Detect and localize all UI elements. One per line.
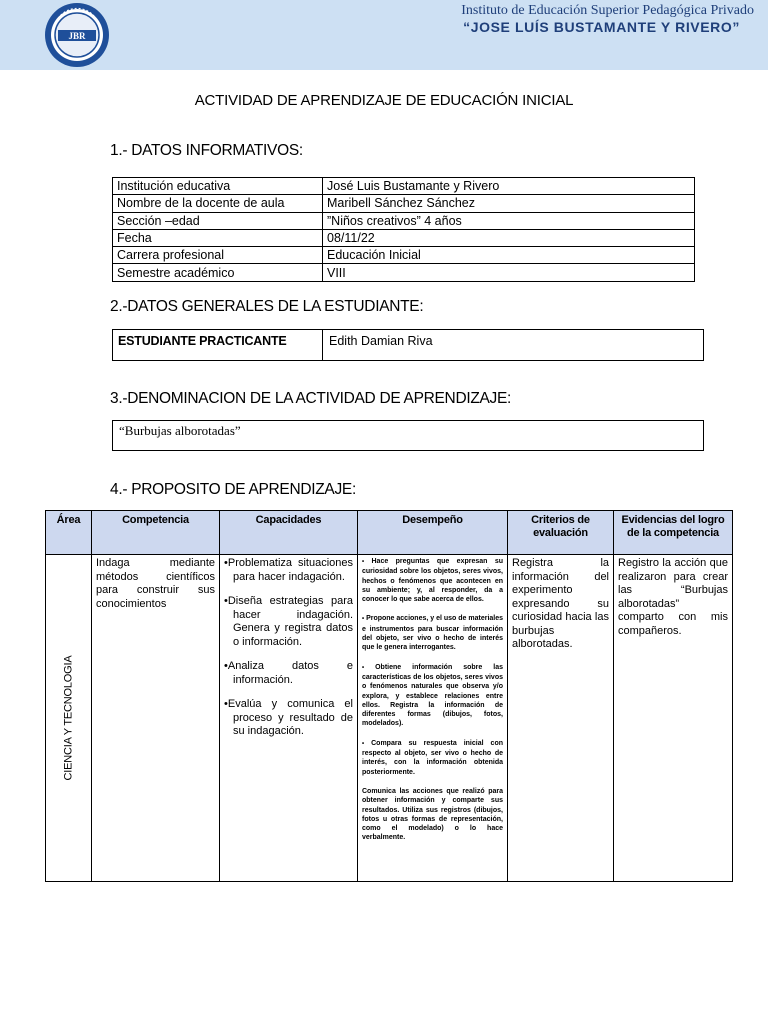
criterios-cell: Registra la información del experimento expresando su curiosidad hacia las burbujas alborotadas. (508, 555, 614, 882)
info-label: Nombre de la docente de aula (113, 195, 323, 212)
institution-name-line2: “JOSE LUÍS BUSTAMANTE Y RIVERO” (463, 19, 740, 35)
institution-name-line1: Instituto de Educación Superior Pedagógica Privado (461, 3, 754, 18)
column-header-criterios: Criterios de evaluación (508, 511, 614, 555)
info-label: Fecha (113, 229, 323, 246)
header-band (0, 0, 768, 70)
activity-name-box (112, 420, 704, 451)
info-label: Institución educativa (113, 178, 323, 195)
column-header-competencia: Competencia (92, 511, 220, 555)
info-value: José Luis Bustamante y Rivero (323, 178, 695, 195)
column-header-evidencias: Evidencias del logro de la competencia (614, 511, 733, 555)
list-item: Comunica las acciones que realizó para obtener información y comparte sus resultados. Utiliza sus registros (dibujos, fotos u otras formas de representación, como el modelado) o lo hace verbalmente. (362, 787, 503, 842)
info-value: ”Niños creativos” 4 años (323, 212, 695, 229)
table-row (113, 264, 695, 281)
table-row (46, 555, 733, 882)
column-header-desempeno: Desempeño (358, 511, 508, 555)
table-row (113, 178, 695, 195)
info-value: 08/11/22 (323, 229, 695, 246)
informative-data-table (112, 177, 695, 282)
list-item: •Diseña estrategias para hacer indagación. Genera y registra datos o información. (224, 595, 353, 648)
divider (322, 330, 323, 360)
section3-heading: 3.-DENOMINACION DE LA ACTIVIDAD DE APRENDIZAJE: (110, 390, 512, 407)
list-item: •Problematiza situaciones para hacer indagación. (224, 557, 353, 583)
table-row (113, 212, 695, 229)
institution-logo-icon (44, 2, 110, 68)
info-value: VIII (323, 264, 695, 281)
table-header-row (46, 511, 733, 555)
section1-heading: 1.- DATOS INFORMATIVOS: (110, 142, 303, 159)
learning-purpose-table (45, 510, 733, 882)
activity-name: “Burbujas alborotadas” (119, 423, 241, 438)
info-label: Semestre académico (113, 264, 323, 281)
section2-heading: 2.-DATOS GENERALES DE LA ESTUDIANTE: (110, 298, 424, 315)
list-item: • Compara su respuesta inicial con respecto al objeto, ser vivo o hecho de interés, con la información obtenida posteriormente. (362, 739, 503, 776)
list-item: • Propone acciones, y el uso de materiales e instrumentos para buscar información del objeto, ser vivo o hecho de interés que le genera interrogantes. (362, 615, 504, 652)
list-item: •Analiza datos e información. (224, 660, 353, 686)
page-title: ACTIVIDAD DE APRENDIZAJE DE EDUCACIÓN INICIAL (194, 92, 574, 109)
area-label: CIENCIA Y TECNOLOGIA (61, 655, 74, 781)
list-item: • Obtiene información sobre las características de los objetos, seres vivos o fenómenos naturales que observa y/o explora, y establece relaciones entre ellos. Registra la información de diferentes formas (dibujos, fotos, modelados). (362, 663, 503, 728)
area-cell (46, 555, 92, 882)
capacidades-cell (220, 555, 358, 882)
evidencias-cell: Registro la acción que realizaron para crear las “Burbujas alborotadas” comparto con mis compañeros. (614, 555, 733, 882)
desempeno-cell (358, 555, 508, 882)
table-row (113, 247, 695, 264)
table-row (113, 195, 695, 212)
competencia-cell: Indaga mediante métodos científicos para construir sus conocimientos (92, 555, 220, 882)
info-value: Maribell Sánchez Sánchez (323, 195, 695, 212)
column-header-capacidades: Capacidades (220, 511, 358, 555)
info-value: Educación Inicial (323, 247, 695, 264)
info-label: Sección –edad (113, 212, 323, 229)
student-box (112, 329, 704, 361)
student-name: Edith Damian Riva (329, 334, 433, 348)
list-item: • Hace preguntas que expresan su curiosidad sobre los objetos, seres vivos, hechos o fenómenos que acontecen en su ambiente; y, al responder, da a conocer lo que sabe acerca de ellos. (362, 558, 503, 604)
table-row (113, 229, 695, 246)
student-label: ESTUDIANTE PRACTICANTE (118, 334, 287, 348)
list-item: •Evalúa y comunica el proceso y resultado de su indagación. (224, 698, 353, 737)
info-label: Carrera profesional (113, 247, 323, 264)
section4-heading: 4.- PROPOSITO DE APRENDIZAJE: (110, 481, 356, 498)
column-header-area: Área (46, 511, 92, 555)
logo-letters: JBR (68, 31, 86, 41)
